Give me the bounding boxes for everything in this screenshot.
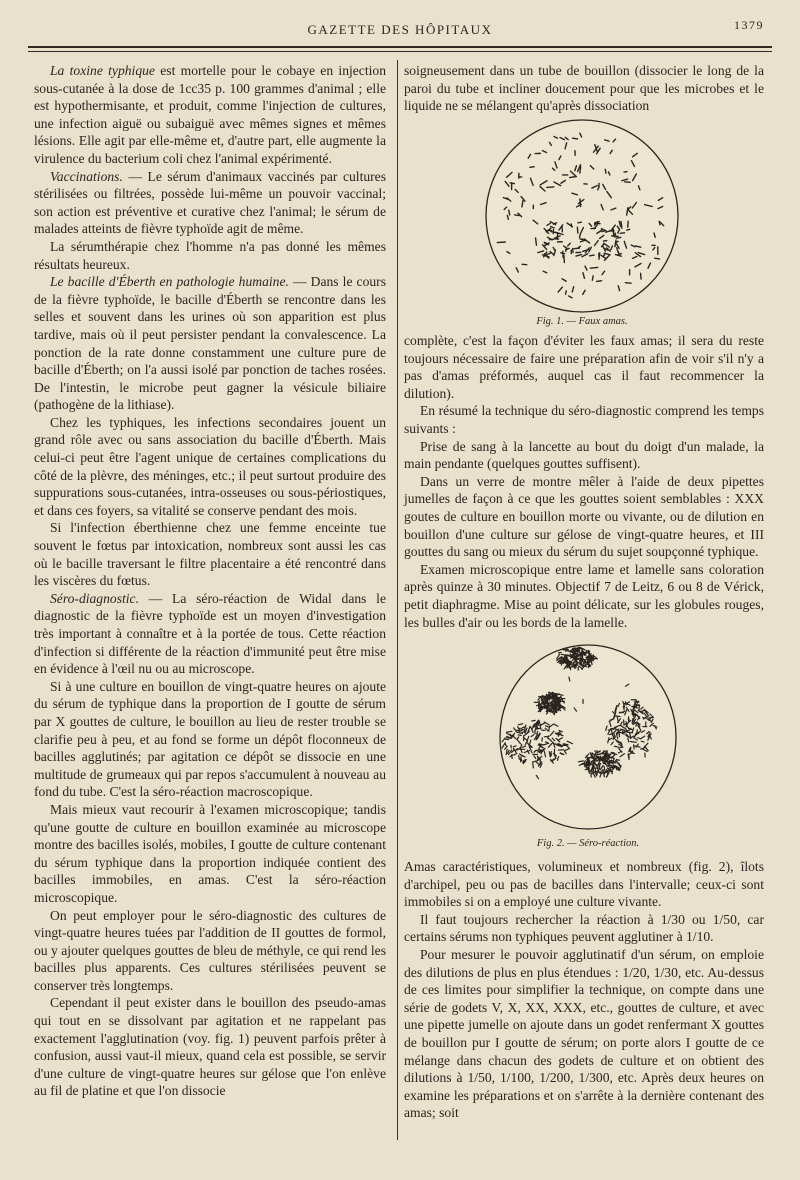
journal-title: GAZETTE DES HÔPITAUX <box>307 22 493 37</box>
section-heading: Vaccinations. <box>50 168 123 184</box>
paragraph: soigneusement dans un tube de bouillon (dissocier le long de la paroi du tube et incliner doucement pour que les microbes et le liquide ne se mélangent qu'après dissociation <box>404 63 764 114</box>
paragraph <box>34 273 386 414</box>
bacillus-mark <box>596 773 597 776</box>
bacillus-mark <box>605 169 606 173</box>
paragraph <box>34 168 386 238</box>
bacillus-mark <box>566 291 567 294</box>
paragraph <box>34 801 386 907</box>
paragraph-text: On peut employer pour le séro-diagnostic des cultures de vingt-quatre heures tuées par l'addition de II gouttes de formol, ou y ajouter quelques gouttes de bleu de méthyle, ce qui rend les bacilles plus apparents. Ces cultures stérilisées peuvent se conserver très longtemps. <box>34 907 386 993</box>
bacillus-mark <box>612 766 617 767</box>
paragraph <box>34 62 386 168</box>
bacillus-mark <box>563 649 568 650</box>
bacillus-mark <box>519 755 520 759</box>
bacillus-mark <box>627 229 630 230</box>
bacillus-mark <box>641 273 642 279</box>
paragraph-text: Chez les typhiques, les infections secondaires jouent un grand rôle avec ou sans association du bacille d'Éberth. Mais celui-ci peut être l'agent unique de certaines complications du côté de la plèvre, des méninges, etc.; il peut surtout produire des suppurations sous-cutanées, intra-osseuses ou sous-périostiques, et dans ces foyers, sa vitalité se conserve pendant des mois. <box>34 414 386 518</box>
bacillus-mark <box>547 187 554 188</box>
bacillus-mark <box>621 222 622 229</box>
bacillus-mark <box>561 696 562 699</box>
bacillus-mark <box>566 655 570 656</box>
bacillus-mark <box>592 276 593 280</box>
bacillus-mark <box>580 167 581 173</box>
bacillus-mark <box>617 237 621 238</box>
paragraph-text: — La séro-réaction de Widal dans le diagnostic de la fièvre typhoïde est un moyen d'investigation très important à connaître et à la portée de tous. Cette réaction d'infection si différente de la réaction d'immunité peut être mise en évidence à l'œil nu ou au microscope. <box>34 590 386 677</box>
bacillus-mark <box>533 763 534 768</box>
bacillus-mark <box>579 234 580 238</box>
bacillus-mark <box>641 741 644 742</box>
section-heading: La toxine typhique <box>50 63 155 78</box>
right-column-bottom <box>404 858 764 1122</box>
bacillus-mark <box>518 735 521 736</box>
bacillus-mark <box>549 752 550 757</box>
paragraph: complète, c'est la façon d'éviter les faux amas; il sera du reste toujours nécessaire de faire une préparation afin de voir s'il n'y a pas d'amas préformés, auquel cas il faut recommencer la dilution). <box>404 333 764 401</box>
section-heading: Le bacille d'Éberth en pathologie humaine. <box>50 274 289 290</box>
bacillus-mark <box>561 253 565 254</box>
paragraph <box>34 590 386 678</box>
paragraph <box>34 994 386 1100</box>
bacillus-mark <box>515 215 519 216</box>
paragraph-text: — Le sérum d'animaux vaccinés par cultures stérilisées ou filtrées, possède lui-même un pouvoir vaccinal; son action est préventive et curative chez l'animal; le sérum de malades atteints de fièvre typhoïde agit de même. <box>34 168 386 237</box>
paragraph <box>34 519 386 589</box>
paragraph-text: Mais mieux vaut recourir à l'examen microscopique; tandis qu'une goutte de culture en bouillon examinée au microscope montre des bacilles isolés, mobiles, I goutte de culture contenant du sérum typhique dans la proportion indiquée contient des bacilles immobiles, en amas. C'est la séro-réaction microscopique. <box>34 801 386 905</box>
bacillus-mark <box>630 742 636 743</box>
bacillus-mark <box>521 757 522 762</box>
bacillus-mark <box>536 736 537 740</box>
paragraph <box>34 907 386 995</box>
bacillus-mark <box>578 222 581 223</box>
bacillus-mark <box>629 717 630 721</box>
paragraph-text: — Dans le cours de la fièvre typhoïde, le bacille d'Éberth se rencontre dans les selles et souvent dans les urines où son apparition est plus tardive, mais où il peut persister pendant la convalescence. La ponction de la rate donne constamment une culture pure de bacille d'Éberth; on l'a aussi isolé par ponction de taches rosées. De l'intestin, le microbe peut gagner la vésicule biliaire (pathogène de la lithiase). <box>34 274 386 413</box>
bacillus-mark <box>542 696 545 697</box>
paragraph-text: est mortelle pour le cobaye en injection sous-cutanée à la dose de 1cc35 p. 100 grammes d'animal ; elle est hypothermisante, et produit, comme l'injection de cultures, une infection aiguë ou subaiguë avec mêmes signes et mêmes lésions. Elle agit par elle-même et, d'autre part, elle augmente la virulence du bacterium coli chez l'animal expérimenté. <box>34 63 386 166</box>
bacillus-mark <box>532 720 535 721</box>
header-rule <box>28 46 772 48</box>
bacillus-mark <box>524 728 525 732</box>
bacillus-mark <box>604 766 605 769</box>
figure-2-sero-reaction <box>496 642 680 832</box>
header-rule-thin <box>28 51 772 52</box>
bacillus-mark <box>561 701 565 702</box>
paragraph: Prise de sang à la lancette au bout du doigt d'un malade, la main pendante (quelques gouttes suffisent). <box>404 438 764 472</box>
paragraph-text: La sérumthérapie chez l'homme n'a pas donné les mêmes résultats heureux. <box>34 238 386 272</box>
bacillus-mark <box>625 283 631 284</box>
left-column <box>34 62 386 1100</box>
paragraph: En résumé la technique du séro-diagnostic comprend les temps suivants : <box>404 403 764 436</box>
right-column-middle <box>404 332 764 631</box>
bacillus-mark <box>555 694 560 695</box>
paragraph: Amas caractéristiques, volumineux et nombreux (fig. 2), îlots d'archipel, peu ou pas de bacilles dans l'intervalle; ceux-ci sont immobiles si on a employé une culture vivante. <box>404 859 764 910</box>
figure-2-caption: Fig. 2. — Séro-réaction. <box>536 838 640 849</box>
bacillus-mark <box>614 746 618 747</box>
bacillus-mark <box>628 755 629 760</box>
bacillus-mark <box>655 258 660 259</box>
paragraph <box>34 678 386 801</box>
bacillus-mark <box>537 723 538 729</box>
bacillus-mark <box>509 210 510 215</box>
paragraph <box>34 414 386 520</box>
bacillus-mark <box>546 706 549 707</box>
bacillus-mark <box>599 766 600 769</box>
paragraph-text: Cependant il peut exister dans le bouillon des pseudo-amas qui tout en se dissolvant par agitation et ne rappelant pas exactement l'agglutination (voy. fig. 1) peuvent parfois prêter à confusion, aussi vaut-il mieux, quand cela est possible, se servir d'une culture de vingt-quatre heures sur gélose que l'on enlève au fil de platine et que l'on dissocie <box>34 995 386 1099</box>
paragraph: Dans un verre de montre mêler à l'aide de deux pipettes jumelles de façon à ce que les gouttes soient semblables : XXX goutes de culture en bouillon morte ou vivante, ou de dilution en bouillon d'une culture sur gélose de vingt-quatre heures, et III gouttes du sang ou mieux du sérum du sujet soupçonné typhique. <box>404 473 764 560</box>
column-separator <box>397 60 398 1140</box>
bacillus-mark <box>628 221 629 227</box>
bacillus-mark <box>546 742 549 743</box>
bacillus-mark <box>573 249 574 253</box>
bacillus-mark <box>588 767 589 771</box>
bacillus-mark <box>569 677 570 681</box>
bacillus-mark <box>536 238 537 245</box>
bacillus-mark <box>597 281 602 282</box>
bacillus-mark <box>591 661 592 665</box>
paragraph <box>34 238 386 273</box>
bacillus-mark <box>634 745 635 749</box>
bacillus-mark <box>613 230 614 236</box>
paragraph-text: Si à une culture en bouillon de vingt-quatre heures on ajoute du sérum de typhique dans la proportion de I goutte de sérum par X gouttes de culture, le bouillon au lieu de rester trouble se clarifie peu à peu, et au fond se forme un dépôt floconneux de bacilles agglutinés; par agitation ce dépôt se dissocie en une multitude de grumeaux qui par repos s'accumulent à nouveau au fond du tube. C'est la séro-réaction macroscopique. <box>34 678 386 800</box>
bacillus-mark <box>566 248 567 251</box>
bacillus-mark <box>565 659 566 663</box>
figure-1-caption: Fig. 1. — Faux amas. <box>536 316 628 327</box>
bacillus-mark <box>590 255 594 256</box>
bacillus-mark <box>624 703 627 704</box>
bacillus-mark <box>530 167 534 168</box>
paragraph: Pour mesurer le pouvoir agglutinatif d'un sérum, on emploie des dilutions de plus en plus étendues : 1/20, 1/30, etc. Au-dessus de ces limites pour simplifier la technique, on compte dans une série de godets V, X, XX, XXX, etc., gouttes de culture, et avec une pipette jumelle on ajoute dans un godet renfermant X gouttes de bouillon pur I goutte de sérum; on porte alors I goutte de ce mélange dans chacun des godets de culture et on obtient des dilutions à 1/50, 1/100, 1/200, 1/300, etc. Après deux heures on examine les préparations et on s'arrête à la dernière contenant des amas; soit <box>404 946 764 1121</box>
paragraph: Examen microscopique entre lame et lamelle sans coloration après quinze à 30 minutes. Objectif 7 de Leitz, 6 ou 8 de Vérick, petit diaphragme. Mise au point délicate, sur les globules rouges, les bulles d'air ou les bords de la lamelle. <box>404 561 764 630</box>
figure-1-faux-amas <box>482 116 682 316</box>
paragraph: Il faut toujours rechercher la réaction à 1/30 ou 1/50, car certains sérums non typhiques peuvent agglutiner à 1/10. <box>404 911 764 945</box>
bacillus-mark <box>580 199 581 207</box>
bacillus-mark <box>573 138 578 139</box>
bacillus-mark <box>542 697 543 700</box>
bacillus-mark <box>556 733 560 734</box>
bacillus-mark <box>627 732 633 733</box>
section-heading: Séro-diagnostic. <box>50 590 139 606</box>
page-number: 1379 <box>734 18 764 32</box>
bacillus-mark <box>497 242 505 243</box>
bacillus-mark <box>522 201 523 207</box>
paragraph-text: Si l'infection éberthienne chez une femme enceinte tue souvent le fœtus par intoxication, nombreux sont aussi les cas où le bacille traversant le filtre placentaire a été rencontré dans les viscères du fœtus. <box>34 520 386 589</box>
page-header <box>28 18 772 44</box>
bacillus-mark <box>590 267 597 268</box>
right-column-top <box>404 62 764 115</box>
bacillus-mark <box>629 751 632 752</box>
